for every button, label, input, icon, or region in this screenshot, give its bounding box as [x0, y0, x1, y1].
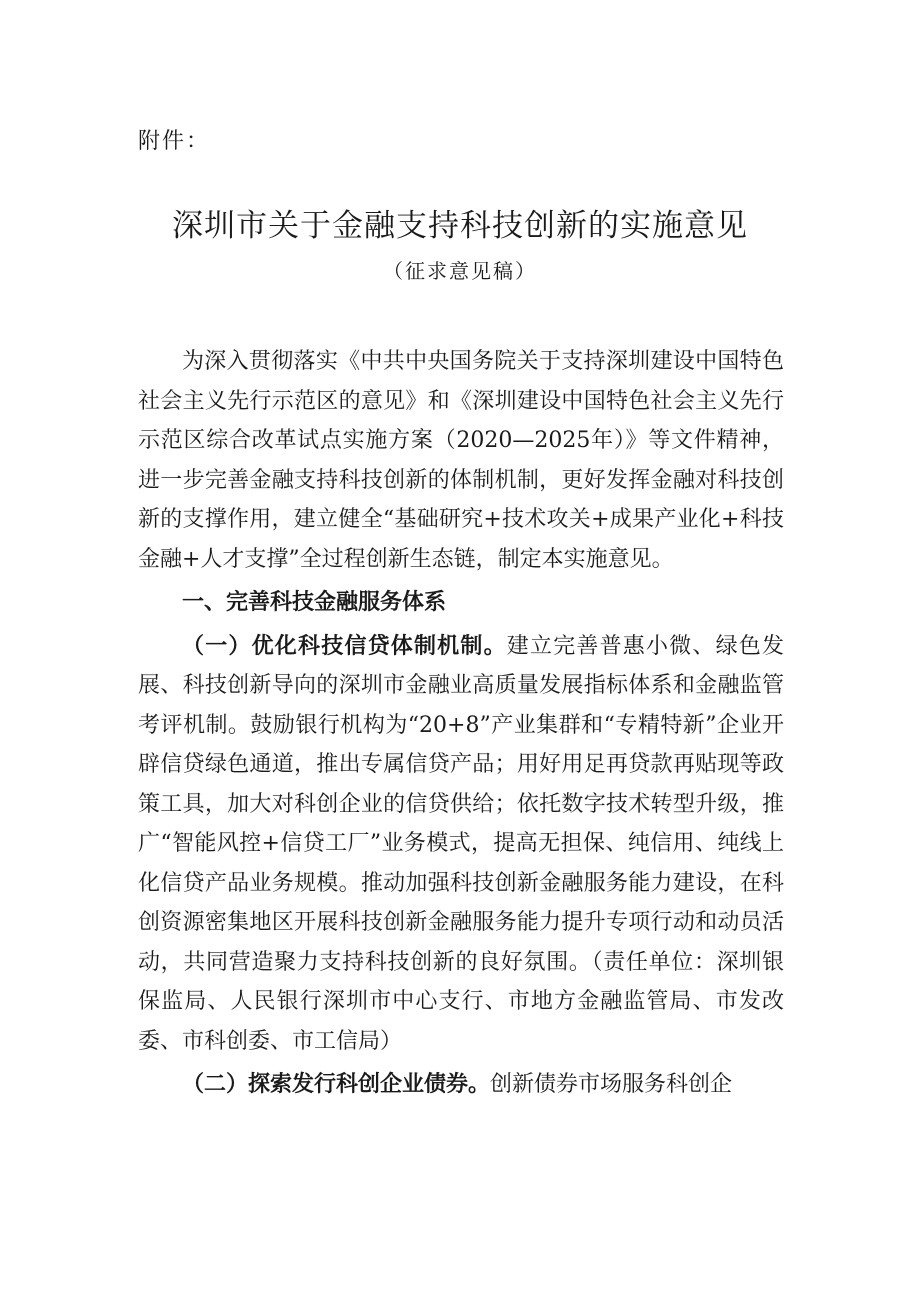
item-2-paragraph: [138, 1065, 784, 1105]
item-1-responsible: （责任单位：深圳银保监局、人民银行深圳市中心支行、市地方金融监管局、市发改委、市科创委、市工信局）: [138, 949, 784, 1054]
item-1-text: 建立完善普惠小微、绿色发展、科技创新导向的深圳市金融业高质量发展指标体系和金融监管考评机制。鼓励银行机构为“20+8”产业集群和“专精特新”企业开辟信贷绿色通道，推出专属信贷产品；用好用足再贷款再贴现等政策工具，加大对科创企业的信贷供给；依托数字技术转型升级，推广“智能风控+信贷工厂”业务模式，提高无担保、纯信用、纯线上化信贷产品业务规模。推动加强科技创新金融服务能力建设，在科创资源密集地区开展科技创新金融服务能力提升专项行动和动员活动，共同营造聚力支持科技创新的良好氛围。: [138, 633, 784, 975]
attachment-label: 附件：: [138, 129, 211, 154]
document-body: [138, 342, 784, 1105]
item-2-title: （二）探索发行科创企业债券。: [182, 1071, 491, 1097]
section-heading: 一、完善科技金融服务体系: [182, 590, 447, 615]
document-title: 深圳市关于金融支持科技创新的实施意见: [172, 208, 748, 244]
intro-paragraph: 为深入贯彻落实《中共中央国务院关于支持深圳建设中国特色社会主义先行示范区的意见》和《深圳建设中国特色社会主义先行示范区综合改革试点实施方案（2020—2025年）》等文件精神，进一步完善金融支持科技创新的体制机制，更好发挥金融对科技创新的支撑作用，建立健全“基础研究+技术攻关+成果产业化+科技金融+人才支撑”全过程创新生态链，制定本实施意见。: [138, 349, 784, 572]
item-2-text: 创新债券市场服务科创企: [490, 1072, 733, 1097]
item-1-title: （一）优化科技信贷体制机制。: [182, 632, 507, 659]
item-1-paragraph: [138, 627, 784, 1062]
document-subtitle: （征求意见稿）: [383, 259, 537, 283]
